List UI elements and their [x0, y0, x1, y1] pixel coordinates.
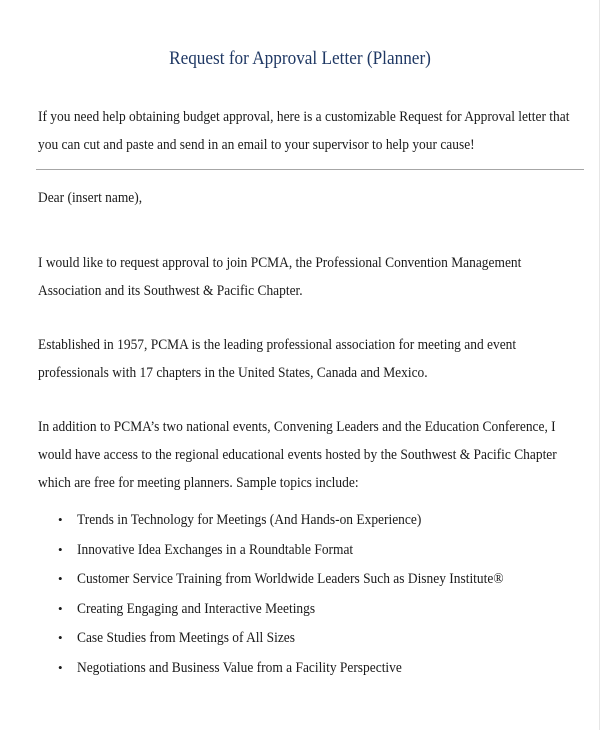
request-paragraph [38, 249, 583, 305]
topic-text: Innovative Idea Exchanges in a Roundtable Format [77, 541, 354, 558]
events-paragraph [38, 413, 583, 497]
topic-text: Trends in Technology for Meetings (And Hands-on Experience) [77, 512, 422, 528]
bullet-icon: • [58, 571, 63, 586]
request-line-1: I would like to request approval to join PCMA, the Professional Convention Management [38, 255, 522, 271]
topic-text: Negotiations and Business Value from a Facility Perspective [77, 659, 402, 676]
bullet-icon: • [58, 659, 63, 675]
events-line-2: would have access to the regional educational events hosted by the Southwest & Pacific Chapter [38, 447, 557, 463]
bullet-icon: • [58, 541, 63, 557]
pcma-history-paragraph [38, 331, 583, 387]
bullet-icon: • [58, 630, 63, 645]
topic-text: Customer Service Training from Worldwide Leaders Such as Disney Institute® [77, 571, 504, 587]
intro-line-1: If you need help obtaining budget approval, here is a customizable Request for Approval letter that [38, 109, 570, 125]
salutation [38, 184, 583, 212]
intro-paragraph [38, 103, 583, 159]
topic-text: Creating Engaging and Interactive Meetings [77, 600, 316, 617]
section-divider [36, 169, 584, 170]
document-title: Request for Approval Letter (Planner) [169, 49, 431, 69]
request-line-2: Association and its Southwest & Pacific Chapter. [38, 283, 303, 299]
events-line-1: In addition to PCMA’s two national events, Convening Leaders and the Education Conference, I [38, 419, 556, 435]
history-line-2: professionals with 17 chapters in the United States, Canada and Mexico. [38, 365, 428, 381]
topic-text: Case Studies from Meetings of All Sizes [77, 630, 295, 646]
events-line-3: which are free for meeting planners. Sample topics include: [38, 475, 359, 491]
salutation-text: Dear (insert name), [38, 190, 143, 206]
intro-line-2: you can cut and paste and send in an email to your supervisor to help your cause! [38, 137, 475, 153]
history-line-1: Established in 1957, PCMA is the leading professional association for meeting and event [38, 337, 517, 353]
bullet-icon: • [58, 512, 63, 527]
bullet-icon: • [58, 600, 63, 616]
